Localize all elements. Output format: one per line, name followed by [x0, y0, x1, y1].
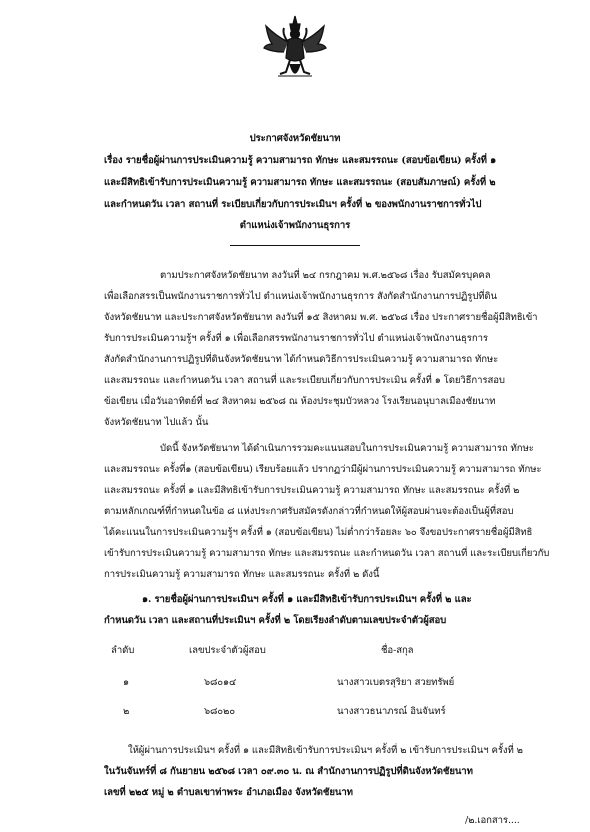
paragraph2-line: บัดนี้ จังหวัดชัยนาท ได้ดำเนินการรวมคะแนนสอบในการประเมินความรู้ ความสามารถ ทักษะ [160, 443, 534, 454]
header-title: ประกาศจังหวัดชัยนาท [249, 133, 341, 144]
paragraph2-line: เข้ารับการประเมินความรู้ ความสามารถ ทักษะ และสมรรถนะ และกำหนดวัน เวลา สถานที่ และระเบียบเกี่ยวกับ [104, 548, 550, 559]
paragraph1-line: รับการประเมินความรู้ฯ ครั้งที่ ๑ เพื่อเลือกสรรพนักงานราชการทั่วไป ตำแหน่งเจ้าพนักงานธุรการ [104, 333, 488, 344]
section1-heading: กำหนดวัน เวลา และสถานที่ประเมินฯ ครั้งที่ ๒ โดยเรียงลำดับตามเลขประจำตัวผู้สอบ [104, 615, 447, 626]
closing-line: ให้ผู้ผ่านการประเมินฯ ครั้งที่ ๑ และมีสิทธิเข้ารับการประเมินฯ ครั้งที่ ๒ เข้ารับการประเมินฯ ครั้งที่ ๒ [128, 745, 523, 756]
table-header-name: ชื่อ-สกุล [381, 645, 414, 656]
table-header-exam-id: เลขประจำตัวผู้สอบ [189, 645, 266, 656]
paragraph1-line: จังหวัดชัยนาท ไปแล้ว นั้น [104, 417, 209, 428]
paragraph1-line: สังกัดสำนักงานการปฏิรูปที่ดินจังหวัดชัยนาท ได้กำหนดวิธีการประเมินความรู้ ความสามารถ ทักษะ [104, 354, 499, 365]
paragraph1-line: ข้อเขียน เมื่อวันอาทิตย์ที่ ๒๔ สิงหาคม ๒๕๖๘ ณ ห้องประชุมบัวหลวง โรงเรียนอนุบาลเมืองชัยนาท [104, 396, 496, 407]
table-row-1-exam-id: ๖๘๐๑๔ [204, 677, 237, 688]
paragraph1-line: จังหวัดชัยนาท และประกาศจังหวัดชัยนาท ลงวันที่ ๑๕ สิงหาคม พ.ศ. ๒๕๖๘ เรื่อง ประกาศรายชื่อผู้มีสิทธิเข้า [104, 312, 538, 323]
paragraph1-line: เพื่อเลือกสรรเป็นพนักงานราชการทั่วไป ตำแหน่งเจ้าพนักงานธุรการ สังกัดสำนักงานการปฏิรูปที่ดิน [104, 291, 498, 302]
table-row-1-order: ๑ [123, 677, 129, 688]
garuda-emblem [262, 14, 328, 84]
subject-line-1: เรื่อง รายชื่อผู้ผ่านการประเมินความรู้ ความสามารถ ทักษะ และสมรรถนะ (สอบข้อเขียน) ครั้งที่ ๑ [104, 155, 497, 166]
subject-line-3: และกำหนดวัน เวลา สถานที่ ระเบียบเกี่ยวกับการประเมินฯ ครั้งที่ ๒ ของพนักงานราชการทั่วไป [104, 199, 482, 210]
table-row-2-exam-id: ๖๘๐๒๐ [204, 706, 236, 717]
subject-line-2: และมีสิทธิเข้ารับการประเมินความรู้ ความสามารถ ทักษะ และสมรรถนะ (สอบสัมภาษณ์) ครั้งที่ ๒ [104, 177, 496, 188]
section1-heading: ๑. รายชื่อผู้ผ่านการประเมินฯ ครั้งที่ ๑ และมีสิทธิเข้ารับการประเมินฯ ครั้งที่ ๒ และ [142, 594, 472, 605]
table-row-2-order: ๒ [123, 706, 130, 717]
table-row-2-name: นางสาวธนาภรณ์ อินจันทร์ [337, 706, 446, 717]
table-header-order: ลำดับ [111, 645, 135, 656]
table-row-1-name: นางสาวเบตรสุริยา สวยทรัพย์ [337, 677, 455, 688]
header-divider [230, 245, 360, 246]
closing-line: เลขที่ ๒๒๕ หมู่ ๒ ตำบลเขาท่าพระ อำเภอเมือง จังหวัดชัยนาท [104, 787, 353, 798]
subject-line-4: ตำแหน่งเจ้าพนักงานธุรการ [239, 220, 351, 231]
paragraph1-line: ตามประกาศจังหวัดชัยนาท ลงวันที่ ๒๔ กรกฎาคม พ.ศ.๒๕๖๘ เรื่อง รับสมัครบุคคล [160, 270, 491, 281]
paragraph2-line: การประเมินความรู้ ความสามารถ ทักษะ และสมรรถนะ ครั้งที่ ๒ ดังนี้ [104, 569, 380, 580]
paragraph2-line: ตามหลักเกณฑ์ที่กำหนดในข้อ ๘ แห่งประกาศรับสมัครดังกล่าวที่กำหนดให้ผู้สอบผ่านจะต้องเป็นผู้ที่สอบ [104, 506, 514, 517]
paragraph2-line: และสมรรถนะ ครั้งที่๑ (สอบข้อเขียน) เรียบร้อยแล้ว ปรากฏว่ามีผู้ผ่านการประเมินความรู้ ความสามารถ ทักษะ [104, 464, 542, 475]
paragraph2-line: และสมรรถนะ ครั้งที่ ๑ และมีสิทธิเข้ารับการประเมินความรู้ ความสามารถ ทักษะ และสมรรถนะ ครั้งที่ ๒ [104, 485, 520, 496]
paragraph2-line: ได้คะแนนในการประเมินความรู้ฯ ครั้งที่ ๑ (สอบข้อเขียน) ไม่ต่ำกว่าร้อยละ ๖๐ จึงขอประกาศรายชื่อผู้มีสิทธิ [104, 527, 533, 538]
continuation-marker: /๒.เอกสาร.... [465, 815, 520, 826]
closing-line: ในวันจันทร์ที่ ๘ กันยายน ๒๕๖๘ เวลา ๐๙.๓๐ น. ณ สำนักงานการปฏิรูปที่ดินจังหวัดชัยนาท [104, 766, 473, 777]
paragraph1-line: และสมรรถนะ และกำหนดวัน เวลา สถานที่ และระเบียบเกี่ยวกับการประเมิน ครั้งที่ ๑ โดยวิธีการสอบ [104, 375, 505, 386]
